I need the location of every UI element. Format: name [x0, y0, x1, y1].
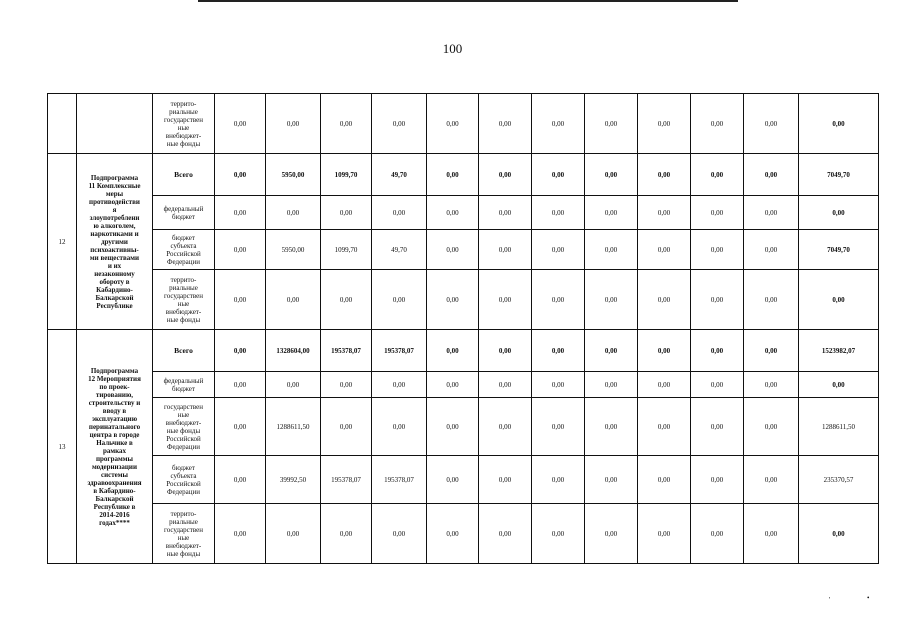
program-title-cell: Подпрограмма 12 Мероприятия по проек- тированию, строительству и вводу в эксплуатацию перинатального центра в городе Нальчике в рамках программы модернизации системы здравоохранения в Кабардино- Балкарской Республике в 2014-2016 годах****	[77, 330, 153, 564]
table-row	[48, 94, 879, 154]
value-cell: 0,00	[532, 504, 585, 564]
value-cell: 0,00	[321, 372, 372, 398]
value-cell: 0,00	[532, 372, 585, 398]
value-cell: 0,00	[691, 270, 744, 330]
value-cell: 0,00	[638, 372, 691, 398]
value-cell: 0,00	[479, 398, 532, 456]
value-cell: 0,00	[532, 270, 585, 330]
funding-source-cell: бюджет субъекта Российской Федерации	[153, 230, 215, 270]
program-title-cell: Подпрограмма 11 Комплексные меры противодействи я злоупотреблени ю алкоголем, наркотиками и другими психоактивны- ми веществами и их незаконному обороту в Кабардино- Балкарской Республике	[77, 154, 153, 330]
value-cell: 0,00	[427, 154, 479, 196]
value-cell: 0,00	[691, 330, 744, 372]
funding-source-cell: федеральный бюджет	[153, 196, 215, 230]
value-cell: 0,00	[321, 398, 372, 456]
value-cell: 0,00	[744, 154, 799, 196]
value-cell: 49,70	[372, 230, 427, 270]
value-cell: 0,00	[585, 270, 638, 330]
value-cell: 0,00	[638, 456, 691, 504]
value-cell: 0,00	[638, 196, 691, 230]
row-number-cell: 13	[48, 330, 77, 564]
value-cell: 0,00	[532, 196, 585, 230]
value-cell: 195378,07	[321, 456, 372, 504]
value-cell: 0,00	[479, 456, 532, 504]
value-cell: 5950,00	[266, 230, 321, 270]
value-cell: 0,00	[744, 398, 799, 456]
total-value-cell: 1523982,07	[799, 330, 879, 372]
value-cell: 0,00	[215, 154, 266, 196]
value-cell: 0,00	[215, 372, 266, 398]
funding-source-cell: террито- риальные государствен ные внебюджет- ные фонды	[153, 270, 215, 330]
table-row	[48, 372, 879, 398]
value-cell: 0,00	[585, 154, 638, 196]
row-number-cell: 12	[48, 154, 77, 330]
value-cell: 0,00	[691, 504, 744, 564]
page-number: 100	[442, 41, 463, 56]
value-cell: 0,00	[266, 196, 321, 230]
table-row	[48, 398, 879, 456]
value-cell: 0,00	[372, 270, 427, 330]
value-cell: 0,00	[372, 398, 427, 456]
value-cell: 0,00	[427, 330, 479, 372]
table-body	[48, 94, 879, 564]
value-cell: 1288611,50	[266, 398, 321, 456]
value-cell: 0,00	[532, 154, 585, 196]
value-cell: 0,00	[215, 504, 266, 564]
table-row	[48, 456, 879, 504]
value-cell: 0,00	[215, 196, 266, 230]
value-cell: 0,00	[585, 196, 638, 230]
footer-mark: '	[829, 596, 831, 604]
value-cell: 0,00	[427, 196, 479, 230]
value-cell: 195378,07	[321, 330, 372, 372]
value-cell: 0,00	[321, 196, 372, 230]
value-cell: 0,00	[638, 94, 691, 154]
value-cell: 0,00	[585, 456, 638, 504]
value-cell: 0,00	[638, 230, 691, 270]
top-rule	[198, 0, 738, 2]
funding-source-cell: террито- риальные государствен ные внебюджет- ные фонды	[153, 504, 215, 564]
value-cell: 0,00	[744, 230, 799, 270]
value-cell: 0,00	[691, 154, 744, 196]
value-cell: 0,00	[585, 504, 638, 564]
value-cell: 0,00	[585, 94, 638, 154]
value-cell: 0,00	[585, 372, 638, 398]
value-cell: 0,00	[427, 94, 479, 154]
table-row	[48, 330, 879, 372]
footer-mark: •	[867, 594, 870, 602]
value-cell: 0,00	[691, 94, 744, 154]
total-value-cell: 235370,57	[799, 456, 879, 504]
value-cell: 0,00	[744, 456, 799, 504]
value-cell: 0,00	[266, 270, 321, 330]
value-cell: 0,00	[427, 270, 479, 330]
funding-source-cell: Всего	[153, 154, 215, 196]
value-cell: 0,00	[427, 504, 479, 564]
funding-source-cell: федеральный бюджет	[153, 372, 215, 398]
value-cell: 0,00	[691, 456, 744, 504]
value-cell: 0,00	[479, 230, 532, 270]
value-cell: 0,00	[321, 94, 372, 154]
table-row	[48, 270, 879, 330]
value-cell: 0,00	[532, 94, 585, 154]
value-cell: 0,00	[479, 330, 532, 372]
funding-source-cell: террито- риальные государствен ные внебюджет- ные фонды	[153, 94, 215, 154]
budget-table	[47, 93, 879, 564]
value-cell: 0,00	[266, 94, 321, 154]
total-value-cell: 1288611,50	[799, 398, 879, 456]
value-cell: 0,00	[744, 94, 799, 154]
value-cell: 1328604,00	[266, 330, 321, 372]
program-cell	[77, 94, 153, 154]
value-cell: 0,00	[532, 330, 585, 372]
value-cell: 0,00	[266, 372, 321, 398]
value-cell: 0,00	[372, 372, 427, 398]
value-cell: 0,00	[744, 330, 799, 372]
value-cell: 0,00	[321, 504, 372, 564]
table-row	[48, 230, 879, 270]
value-cell: 0,00	[532, 398, 585, 456]
value-cell: 39992,50	[266, 456, 321, 504]
table-row	[48, 154, 879, 196]
value-cell: 0,00	[215, 456, 266, 504]
total-value-cell: 7049,70	[799, 230, 879, 270]
funding-source-cell: Всего	[153, 330, 215, 372]
value-cell: 0,00	[744, 372, 799, 398]
value-cell: 0,00	[744, 504, 799, 564]
value-cell: 0,00	[691, 230, 744, 270]
value-cell: 0,00	[215, 270, 266, 330]
value-cell: 0,00	[691, 398, 744, 456]
value-cell: 0,00	[215, 330, 266, 372]
value-cell: 0,00	[638, 398, 691, 456]
value-cell: 0,00	[321, 270, 372, 330]
value-cell: 0,00	[585, 230, 638, 270]
total-value-cell: 0,00	[799, 504, 879, 564]
value-cell: 0,00	[479, 196, 532, 230]
total-value-cell: 0,00	[799, 94, 879, 154]
value-cell: 0,00	[691, 372, 744, 398]
value-cell: 0,00	[479, 154, 532, 196]
value-cell: 0,00	[744, 196, 799, 230]
value-cell: 5950,00	[266, 154, 321, 196]
value-cell: 49,70	[372, 154, 427, 196]
value-cell: 0,00	[691, 196, 744, 230]
value-cell: 0,00	[215, 230, 266, 270]
value-cell: 0,00	[427, 456, 479, 504]
value-cell: 0,00	[479, 270, 532, 330]
total-value-cell: 0,00	[799, 372, 879, 398]
value-cell: 0,00	[427, 398, 479, 456]
value-cell: 0,00	[638, 154, 691, 196]
value-cell: 0,00	[215, 94, 266, 154]
value-cell: 0,00	[372, 94, 427, 154]
value-cell: 0,00	[532, 456, 585, 504]
total-value-cell: 7049,70	[799, 154, 879, 196]
row-number-cell	[48, 94, 77, 154]
value-cell: 0,00	[532, 230, 585, 270]
table-row	[48, 196, 879, 230]
value-cell: 0,00	[638, 270, 691, 330]
funding-source-cell: государствен ные внебюджет- ные фонды Российской Федерации	[153, 398, 215, 456]
value-cell: 0,00	[266, 504, 321, 564]
value-cell: 0,00	[585, 398, 638, 456]
value-cell: 0,00	[427, 372, 479, 398]
value-cell: 0,00	[479, 504, 532, 564]
table-row	[48, 504, 879, 564]
value-cell: 0,00	[479, 94, 532, 154]
value-cell: 0,00	[215, 398, 266, 456]
value-cell: 0,00	[744, 270, 799, 330]
funding-source-cell: бюджет субъекта Российской Федерации	[153, 456, 215, 504]
total-value-cell: 0,00	[799, 196, 879, 230]
value-cell: 0,00	[638, 504, 691, 564]
value-cell: 1099,70	[321, 154, 372, 196]
value-cell: 0,00	[585, 330, 638, 372]
total-value-cell: 0,00	[799, 270, 879, 330]
value-cell: 0,00	[427, 230, 479, 270]
value-cell: 1099,70	[321, 230, 372, 270]
value-cell: 0,00	[479, 372, 532, 398]
value-cell: 0,00	[372, 196, 427, 230]
value-cell: 0,00	[372, 504, 427, 564]
value-cell: 195378,07	[372, 330, 427, 372]
value-cell: 195378,07	[372, 456, 427, 504]
value-cell: 0,00	[638, 330, 691, 372]
